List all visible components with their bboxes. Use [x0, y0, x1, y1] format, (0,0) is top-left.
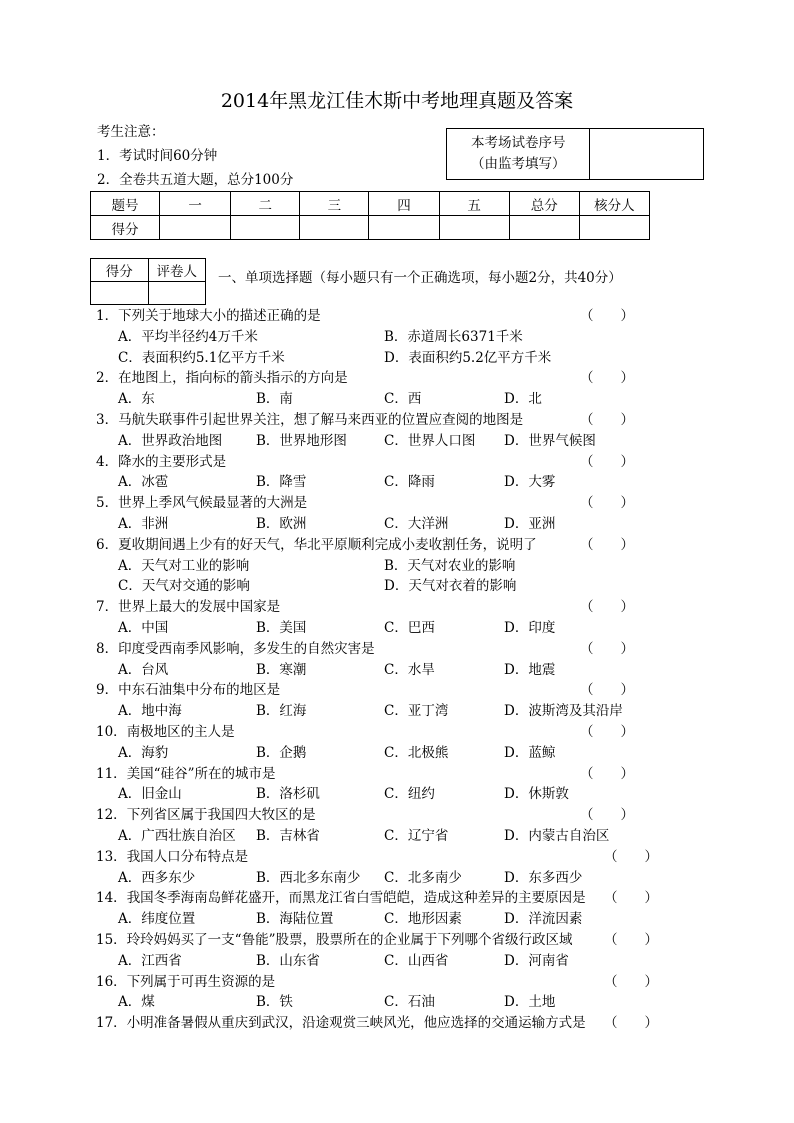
question-6	[96, 535, 656, 556]
question-4	[96, 452, 656, 473]
option-a[interactable]: A．海豹	[118, 744, 169, 761]
question-9	[96, 680, 656, 701]
question-2	[96, 368, 656, 389]
option-a[interactable]: A．旧金山	[118, 786, 182, 803]
option-b[interactable]: B．欧洲	[256, 515, 307, 532]
question-text: 世界上季风气候最显著的大洲是	[118, 495, 308, 512]
notice-item-2: 2．全卷共五道大题，总分100分	[97, 172, 294, 188]
option-row	[96, 826, 656, 847]
question-number: 17．	[96, 1015, 127, 1032]
score-cell[interactable]	[439, 216, 509, 240]
score-row-label: 得分	[91, 216, 160, 240]
grader-box	[90, 258, 206, 305]
option-d[interactable]: D．天气对衣着的影响	[384, 578, 517, 595]
option-c[interactable]: C．北多南少	[384, 869, 462, 886]
option-a[interactable]: A．台风	[118, 661, 169, 678]
question-text: 我国冬季海南岛鲜花盛开，而黑龙江省白雪皑皑，造成这种差异的主要原因是	[126, 890, 586, 907]
option-c[interactable]: C．山西省	[384, 952, 449, 969]
question-number: 11．	[96, 765, 127, 782]
option-d[interactable]: D．河南省	[504, 952, 569, 969]
option-b[interactable]: B．降雪	[256, 474, 307, 491]
option-row	[96, 389, 656, 410]
score-header-cell: 三	[300, 192, 369, 216]
notice-item-1: 1．考试时间60分钟	[97, 148, 218, 164]
option-row	[96, 327, 656, 348]
option-d[interactable]: D．大雾	[504, 474, 556, 491]
question-text: 世界上最大的发展中国家是	[118, 599, 281, 616]
option-c[interactable]: C．巴西	[384, 619, 435, 636]
option-c[interactable]: C．表面积约5.1亿平方千米	[118, 349, 285, 366]
question-text: 夏收期间遇上少有的好天气，华北平原顺利完成小麦收割任务，说明了	[118, 536, 537, 553]
option-row	[96, 784, 656, 805]
question-list	[96, 306, 656, 1034]
option-a[interactable]: A．地中海	[118, 703, 182, 720]
question-text: 降水的主要形式是	[118, 453, 227, 470]
score-header-cell: 总分	[509, 192, 579, 216]
score-header-cell: 核分人	[579, 192, 649, 216]
option-b[interactable]: B．天气对农业的影响	[384, 557, 516, 574]
option-a[interactable]: A．世界政治地图	[118, 432, 223, 449]
option-a[interactable]: A．冰雹	[118, 474, 169, 491]
question-16	[96, 972, 656, 993]
option-c[interactable]: C．西	[384, 391, 422, 408]
answer-blank[interactable]: （ ）	[580, 807, 634, 824]
score-header-cell: 二	[231, 192, 300, 216]
option-d[interactable]: D．亚洲	[504, 515, 556, 532]
option-d[interactable]: D．洋流因素	[504, 911, 583, 928]
option-c[interactable]: C．降雨	[384, 474, 435, 491]
question-text: 马航失联事件引起世界关注，想了解马来西亚的位置应查阅的地图是	[118, 411, 524, 428]
option-d[interactable]: D．土地	[504, 994, 556, 1011]
option-row	[96, 514, 656, 535]
option-row	[96, 992, 656, 1013]
answer-blank[interactable]: （ ）	[580, 682, 634, 699]
grader-name-field[interactable]	[148, 282, 206, 305]
question-number: 7．	[96, 599, 119, 616]
question-number: 9．	[96, 682, 119, 699]
option-b[interactable]: B．洛杉矶	[256, 786, 320, 803]
question-number: 14．	[96, 890, 127, 907]
question-17	[96, 1013, 656, 1034]
score-table	[90, 191, 650, 240]
answer-blank[interactable]: （ ）	[604, 973, 658, 990]
answer-blank[interactable]: （ ）	[580, 765, 634, 782]
option-a[interactable]: A．天气对工业的影响	[118, 557, 250, 574]
option-d[interactable]: D．北	[504, 391, 542, 408]
option-a[interactable]: A．非洲	[118, 515, 169, 532]
option-c[interactable]: C．地形因素	[384, 911, 462, 928]
option-row	[96, 743, 656, 764]
answer-blank[interactable]: （ ）	[580, 640, 634, 657]
option-c[interactable]: C．北极熊	[384, 744, 449, 761]
seat-number-field[interactable]	[590, 129, 704, 180]
score-header-cell: 一	[160, 192, 231, 216]
score-header-cell: 五	[439, 192, 509, 216]
answer-blank[interactable]: （ ）	[604, 848, 658, 865]
question-10	[96, 722, 656, 743]
answer-blank[interactable]: （ ）	[604, 931, 658, 948]
question-number: 5．	[96, 495, 119, 512]
option-b[interactable]: B．世界地形图	[256, 432, 347, 449]
question-text: 美国“硅谷”所在的城市是	[126, 765, 276, 782]
option-b[interactable]: B．红海	[256, 703, 307, 720]
answer-blank[interactable]: （ ）	[580, 453, 634, 470]
question-text: 下列关于地球大小的描述正确的是	[118, 308, 321, 324]
option-b[interactable]: B．铁	[256, 994, 293, 1011]
score-value-row	[91, 216, 650, 240]
seat-number-box	[446, 128, 704, 180]
option-row	[96, 951, 656, 972]
answer-blank[interactable]: （ ）	[604, 890, 658, 907]
option-c[interactable]: C．石油	[384, 994, 435, 1011]
question-11	[96, 764, 656, 785]
option-row	[96, 431, 656, 452]
option-c[interactable]: C．纽约	[384, 786, 435, 803]
question-text: 下列省区属于我国四大牧区的是	[126, 807, 316, 824]
page-title: 2014年黑龙江佳木斯中考地理真题及答案	[220, 90, 574, 112]
score-header-cell: 四	[369, 192, 439, 216]
option-row	[96, 868, 656, 889]
grader-name-label: 评卷人	[148, 259, 206, 282]
option-row	[96, 556, 656, 577]
question-13	[96, 847, 656, 868]
option-a[interactable]: A．中国	[118, 619, 169, 636]
question-number: 6．	[96, 536, 119, 553]
option-row	[96, 618, 656, 639]
answer-blank[interactable]: （ ）	[580, 723, 634, 740]
option-d[interactable]: D．地震	[504, 661, 556, 678]
option-row	[96, 701, 656, 722]
option-row	[96, 348, 656, 369]
question-text: 中东石油集中分布的地区是	[118, 682, 281, 699]
answer-blank[interactable]: （ ）	[580, 308, 634, 324]
question-number: 1．	[96, 308, 119, 324]
question-14	[96, 888, 656, 909]
score-header-row	[91, 192, 650, 216]
grader-score-field[interactable]	[91, 282, 149, 305]
question-text: 小明准备暑假从重庆到武汉，沿途观赏三峡风光，他应选择的交通运输方式是	[126, 1015, 586, 1032]
option-b[interactable]: B．赤道周长6371千米	[384, 328, 523, 345]
option-b[interactable]: B．美国	[256, 619, 307, 636]
option-d[interactable]: D．印度	[504, 619, 556, 636]
option-b[interactable]: B．企鹅	[256, 744, 307, 761]
score-cell[interactable]	[579, 216, 649, 240]
answer-blank[interactable]: （ ）	[580, 536, 634, 553]
option-row	[96, 576, 656, 597]
question-number: 15．	[96, 931, 127, 948]
option-c[interactable]: C．水旱	[384, 661, 435, 678]
question-number: 2．	[96, 370, 119, 387]
option-d[interactable]: D．表面积约5.2亿平方千米	[384, 349, 552, 366]
question-number: 16．	[96, 973, 127, 990]
option-b[interactable]: B．海陆位置	[256, 911, 334, 928]
seat-number-label: 本考场试卷序号 （由监考填写）	[447, 129, 590, 180]
option-d[interactable]: D．东多西少	[504, 869, 583, 886]
question-1	[96, 306, 656, 327]
option-a[interactable]: A．煤	[118, 994, 155, 1011]
option-b[interactable]: B．山东省	[256, 952, 320, 969]
score-cell[interactable]	[509, 216, 579, 240]
notice-heading: 考生注意：	[97, 124, 165, 140]
option-b[interactable]: B．西北多东南少	[256, 869, 361, 886]
question-number: 3．	[96, 411, 119, 428]
answer-blank[interactable]: （ ）	[580, 370, 634, 387]
option-row	[96, 909, 656, 930]
option-c[interactable]: C．辽宁省	[384, 827, 449, 844]
question-8	[96, 639, 656, 660]
question-12	[96, 805, 656, 826]
option-c[interactable]: C．世界人口图	[384, 432, 476, 449]
option-d[interactable]: D．内蒙古自治区	[504, 827, 610, 844]
question-text: 下列属于可再生资源的是	[126, 973, 276, 990]
option-a[interactable]: A．东	[118, 391, 155, 408]
answer-blank[interactable]: （ ）	[580, 495, 634, 512]
question-15	[96, 930, 656, 951]
option-a[interactable]: A．西多东少	[118, 869, 196, 886]
option-c[interactable]: C．亚丁湾	[384, 703, 449, 720]
question-5	[96, 493, 656, 514]
option-row	[96, 660, 656, 681]
question-text: 南极地区的主人是	[126, 723, 235, 740]
grader-score-label: 得分	[91, 259, 149, 282]
answer-blank[interactable]: （ ）	[604, 1015, 658, 1032]
question-7	[96, 597, 656, 618]
score-cell[interactable]	[300, 216, 369, 240]
option-a[interactable]: A．纬度位置	[118, 911, 196, 928]
option-a[interactable]: A．江西省	[118, 952, 182, 969]
option-row	[96, 472, 656, 493]
score-header-cell: 题号	[91, 192, 160, 216]
option-d[interactable]: D．蓝鲸	[504, 744, 556, 761]
option-b[interactable]: B．吉林省	[256, 827, 320, 844]
answer-blank[interactable]: （ ）	[580, 411, 634, 428]
option-c[interactable]: C．大洋洲	[384, 515, 449, 532]
option-a[interactable]: A．平均半径约4万千米	[118, 328, 258, 345]
score-cell[interactable]	[231, 216, 300, 240]
question-number: 4．	[96, 453, 119, 470]
option-a[interactable]: A．广西壮族自治区	[118, 827, 236, 844]
score-cell[interactable]	[160, 216, 231, 240]
question-text: 在地图上，指向标的箭头指示的方向是	[118, 370, 348, 387]
question-text: 印度受西南季风影响，多发生的自然灾害是	[118, 640, 375, 657]
question-text: 玲玲妈妈买了一支“鲁能”股票，股票所在的企业属于下列哪个省级行政区域	[126, 931, 573, 948]
question-number: 12．	[96, 807, 127, 824]
score-cell[interactable]	[369, 216, 439, 240]
option-b[interactable]: B．南	[256, 391, 293, 408]
section-1-title: 一、单项选择题（每小题只有一个正确选项，每小题2分，共40分）	[218, 270, 622, 286]
option-b[interactable]: B．寒潮	[256, 661, 307, 678]
option-d[interactable]: D．世界气候图	[504, 432, 596, 449]
question-number: 10．	[96, 723, 127, 740]
option-c[interactable]: C．天气对交通的影响	[118, 578, 250, 595]
option-d[interactable]: D．休斯敦	[504, 786, 569, 803]
question-number: 13．	[96, 848, 127, 865]
question-text: 我国人口分布特点是	[126, 848, 249, 865]
question-3	[96, 410, 656, 431]
answer-blank[interactable]: （ ）	[580, 599, 634, 616]
option-d[interactable]: D．波斯湾及其沿岸	[504, 703, 623, 720]
question-number: 8．	[96, 640, 119, 657]
